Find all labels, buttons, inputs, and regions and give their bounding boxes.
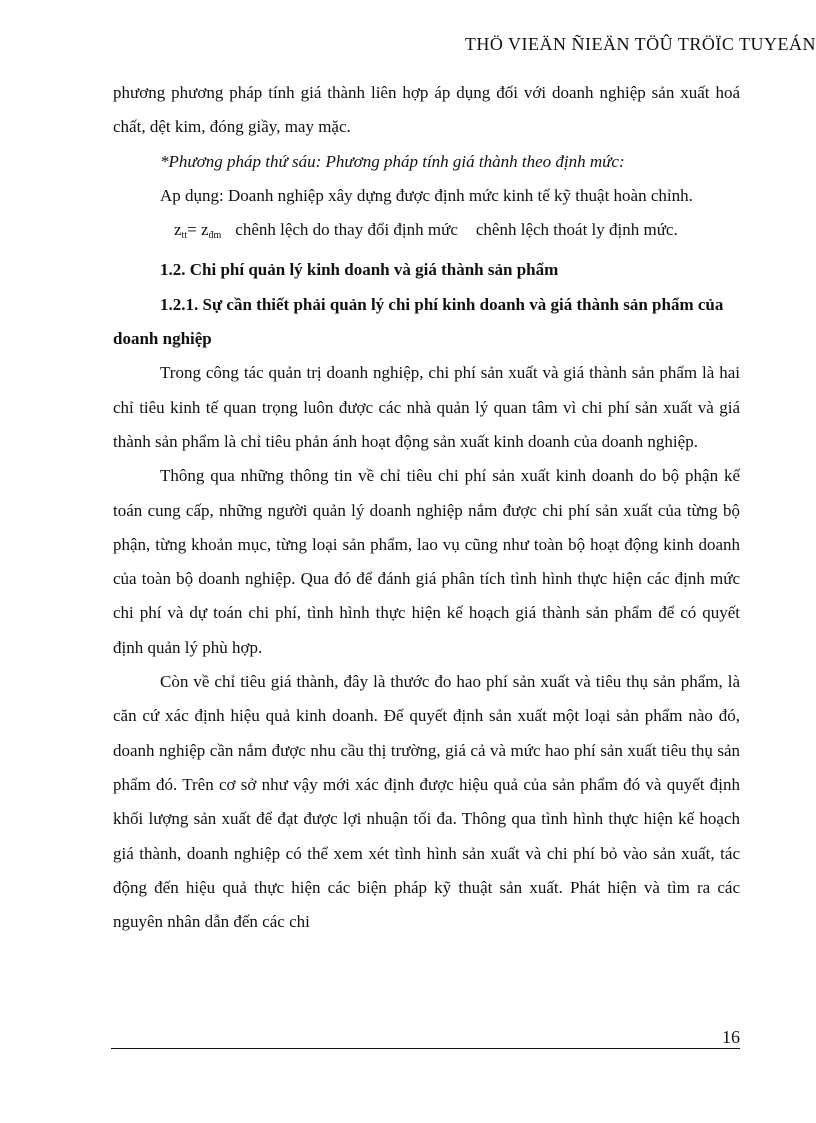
footer-divider <box>111 1048 740 1049</box>
paragraph-body-3: Còn về chỉ tiêu giá thành, đây là thước đo hao phí sản xuất và tiêu thụ sản phẩm, là căn cứ xác định hiệu quả kinh doanh. Để quyết định sản xuất một loại sản phẩm nào đó, doanh nghiệp cần nắm được nhu cầu thị trường, giá cả và mức hao phí sản xuất tiêu thụ sản phẩm đó. Trên cơ sở như vậy mới xác định được hiệu quả của sản phẩm đó và quyết định khối lượng sản xuất để đạt được lợi nhuận tối đa. Thông qua tình hình thực hiện kế hoạch giá thành, doanh nghiệp có thể xem xét tình hình sản xuất và chi phí bỏ vào sản xuất, tác động đến hiệu quả thực hiện các biện pháp kỹ thuật sản xuất. Phát hiện và tìm ra các nguyên nhân dẫn đến các chi <box>113 672 740 932</box>
page-number: 16 <box>722 1027 740 1047</box>
cost-formula <box>113 213 740 253</box>
formula-rhs-subscript: đm <box>208 230 222 242</box>
formula-term-2: chênh lệch thoát ly định mức. <box>475 220 678 240</box>
formula-term-1: chênh lệch do thay đổi định mức <box>235 220 458 240</box>
section-heading-1-2: 1.2. Chi phí quản lý kinh doanh và giá thành sản phẩm <box>160 260 559 280</box>
page-header: THÖ VIEÄN ÑIEÄN TÖÛ TRÖÏC TUYEÁN <box>464 34 816 54</box>
paragraph-body-1: Trong công tác quản trị doanh nghiệp, chi phí sản xuất và giá thành sản phẩm là hai chỉ tiêu kinh tế quan trọng luôn được các nhà quản lý quan tâm vì chi phí sản xuất và giá thành sản phẩm là chỉ tiêu phản ánh hoạt động sản xuất kinh doanh của doanh nghiệp. <box>113 363 740 451</box>
paragraph-body-2: Thông qua những thông tin về chỉ tiêu chi phí sản xuất kinh doanh do bộ phận kế toán cung cấp, những người quản lý doanh nghiệp nắm được chi phí sản xuất của từng bộ phận, từng khoản mục, từng loại sản phẩm, lao vụ cũng như toàn bộ hoạt động kinh doanh của toàn bộ doanh nghiệp. Qua đó để đánh giá phân tích tình hình thực hiện các định mức chi phí và dự toán chi phí, tình hình thực hiện kế hoạch giá thành sản phẩm để có quyết định quản lý phù hợp. <box>113 466 740 657</box>
formula-equals: = z <box>187 220 209 240</box>
formula-lhs-subscript: tt <box>181 230 188 242</box>
section-heading-1-2-1: 1.2.1. Sự cần thiết phải quản lý chi phí kinh doanh và giá thành sản phẩm của doanh nghiệp <box>113 294 724 349</box>
formula-lhs: z <box>174 220 182 240</box>
paragraph-intro: phương phương pháp tính giá thành liên hợp áp dụng đối với doanh nghiệp sản xuất hoá chất, dệt kim, đóng giầy, may mặc. <box>113 83 740 137</box>
application-paragraph: Ap dụng: Doanh nghiệp xây dựng được định mức kinh tế kỹ thuật hoàn chỉnh. <box>160 185 693 205</box>
document-body <box>113 76 740 939</box>
method-six-title: *Phương pháp thứ sáu: Phương pháp tính giá thành theo định mức: <box>160 151 625 171</box>
